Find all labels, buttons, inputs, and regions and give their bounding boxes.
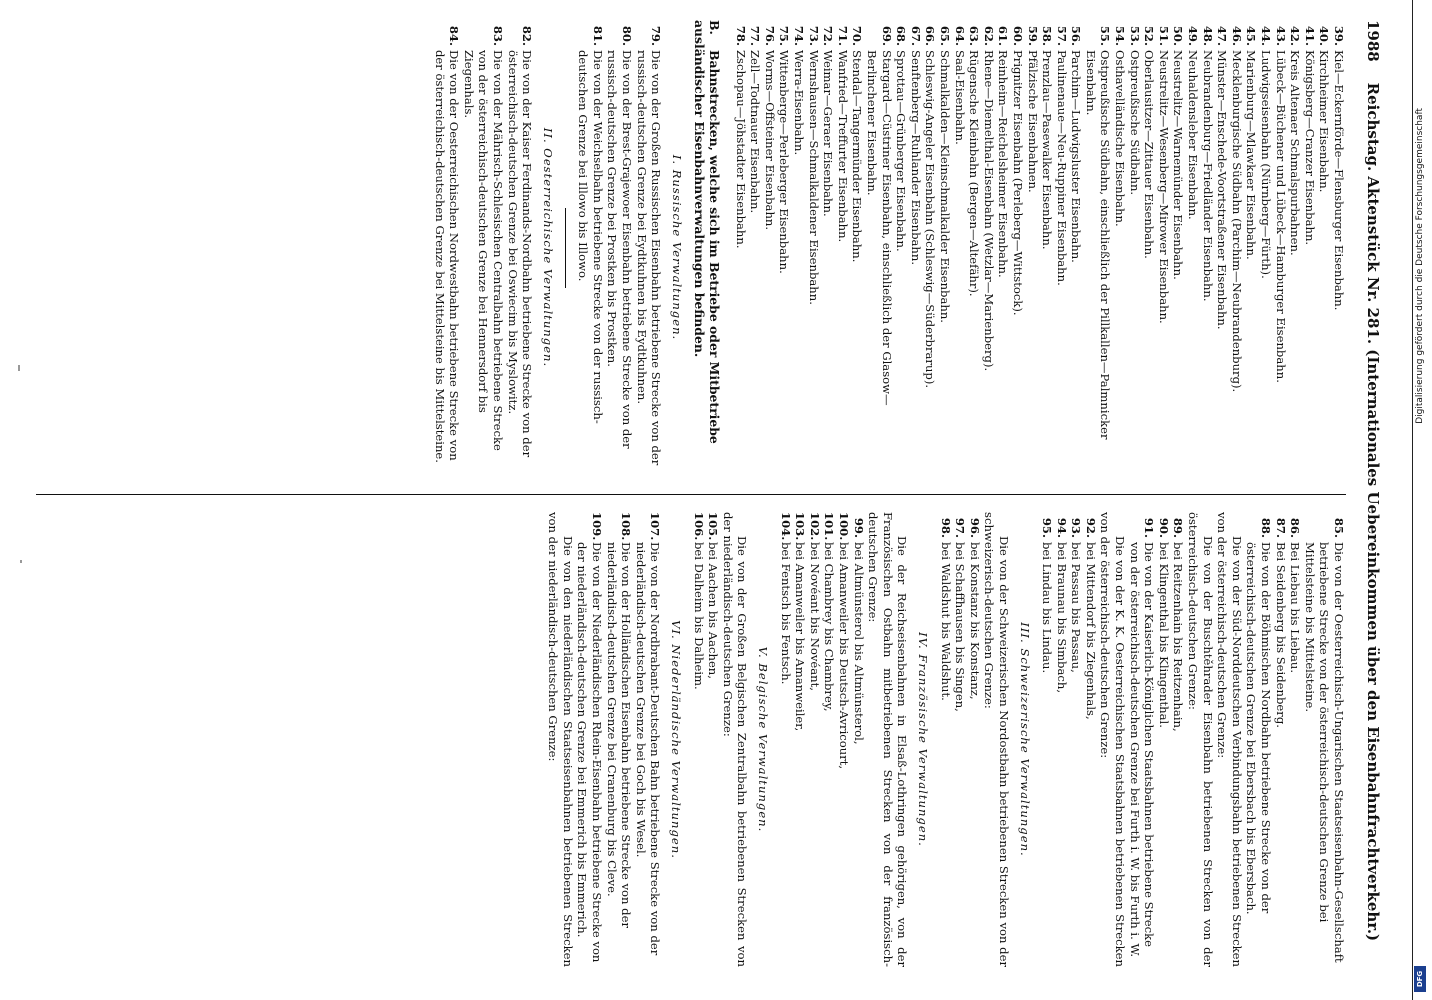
entry-text: Die von der Niederländischen Rhein-Eisenbahn betriebene Strecke von der niederländisch-deutschen Grenze bei Emmerich bis Emmerich. [575, 542, 605, 963]
entry-text: Ostpreußische Südbahn. [1127, 50, 1142, 196]
entry-text: Bei Liebau bis Liebau. [1288, 542, 1303, 674]
list-entry [1171, 20, 1186, 475]
entry-number: 62. [981, 25, 996, 46]
list-entry [1040, 20, 1055, 475]
section-heading: I. Russische Verwaltungen. [669, 154, 684, 341]
list-entry [821, 20, 836, 475]
entry-text: Worms—Offsteiner Eisenbahn. [762, 50, 777, 231]
entry-number: 41. [1302, 25, 1317, 46]
entry-text: Stendal—Tangermünder Eisenbahn. [850, 50, 865, 263]
digitization-side-note [1412, 0, 1431, 1000]
entry-number: 51. [1156, 25, 1171, 46]
entry-text: Pfälzische Eisenbahnen. [1025, 50, 1040, 193]
entry-text: Ostpreußische Südbahn, einschließlich der Pillkallen—Palmnicker Eisenbahn. [1083, 50, 1113, 440]
entry-text: bei Dalheim bis Dalheim. [691, 542, 706, 690]
entry-text: bei Chambrey bis Chambrey, [822, 542, 837, 712]
entry-text: Weimar—Geraer Eisenbahn. [821, 50, 836, 217]
entry-text: Königsberg—Cranzer Eisenbahn. [1302, 50, 1317, 246]
list-entry [836, 512, 851, 967]
entry-number: 66. [923, 25, 938, 46]
part-b-text: Bahnstrecken, welche sich im Betriebe oder Mitbetriebe ausländischer Eisenbahnverwaltungen befinden. [692, 20, 723, 444]
entry-text: Neubrandenburg—Friedländer Eisenbahn. [1200, 50, 1215, 302]
entry-number: 101. [822, 512, 837, 541]
entry-text: bei Passau bis Passau, [1069, 542, 1084, 673]
section-intro: Die von den niederländischen Staatseisenbahnen betriebenen Strecken von der niederländisch-deutschen Grenze: [546, 512, 575, 967]
list-entry [505, 20, 534, 475]
entry-number: 88. [1259, 517, 1274, 538]
entry-number: 79. [649, 25, 664, 46]
entry-text: bei Amanweiler bis Amanweiler, [793, 542, 808, 732]
entry-number: 85. [1332, 517, 1346, 538]
entry-number: 76. [762, 25, 777, 46]
entry-number: 90. [1156, 517, 1171, 538]
entry-text: Neuhaldensleber Eisenbahn. [1186, 50, 1201, 220]
section-intro: Die von der Schweizerischen Nordostbahn betriebenen Strecken von der schweizerisch-deutschen Grenze: [982, 512, 1011, 967]
entry-number: 102. [807, 512, 822, 541]
list-entry [1113, 20, 1128, 475]
list-entry [1302, 512, 1346, 967]
entry-number: 91. [1142, 517, 1157, 538]
list-entry [432, 20, 461, 475]
entry-number: 43. [1273, 25, 1288, 46]
entry-text: Mecklenburgische Südbahn (Parchim—Neubrandenburg). [1229, 50, 1244, 393]
entry-number: 109. [590, 512, 605, 541]
list-entry [791, 20, 806, 475]
entry-number: 45. [1244, 25, 1259, 46]
list-entry [1288, 20, 1303, 475]
entry-number: 94. [1054, 517, 1069, 538]
list-entry [807, 512, 822, 967]
entry-text: Saal-Eisenbahn. [952, 50, 967, 145]
list-entry [967, 512, 982, 967]
entry-number: 46. [1229, 25, 1244, 46]
part-b-heading [692, 20, 721, 475]
list-entry [1127, 20, 1142, 475]
list-entry [1069, 512, 1084, 967]
entry-number: 64. [952, 25, 967, 46]
entry-number: 107. [648, 512, 663, 541]
list-entry [1069, 20, 1084, 475]
entry-text: Sprottau—Grünberger Eisenbahn. [894, 50, 909, 252]
entry-text: Paulinenaue—Neu-Ruppiner Eisenbahn. [1054, 50, 1069, 286]
entry-text: bei Amanweiler bis Deutsch-Avricourt, [837, 542, 851, 770]
entry-text: Osthavelländische Eisenbahn. [1113, 50, 1128, 227]
entry-number: 78. [733, 25, 748, 46]
entry-text: bei Reitzenhain bis Reitzenhain, [1171, 542, 1186, 732]
entry-number: 96. [967, 517, 982, 538]
funding-notice: Digitalisierung gefördert durch die Deutsche Forschungsgemeinschaft [1415, 108, 1425, 424]
list-entry [633, 512, 662, 967]
section-heading: III. Schweizerische Verwaltungen. [1017, 622, 1032, 857]
entry-text: Reinheim—Reichelsheimer Eisenbahn. [996, 50, 1011, 278]
entry-text: Die von der Kaiser Ferdinands-Nordbahn betriebene Strecke von der österreichisch-deutschen Grenze bei Oswiecim bis Myslowitz. [505, 50, 535, 458]
list-entry [864, 20, 893, 475]
entry-text: bei Aachen bis Aachen, [706, 542, 721, 679]
list-entry [806, 20, 821, 475]
entry-text: Marienburg—Mlawkaer Eisenbahn. [1244, 50, 1259, 260]
entry-text: bei Lindau bis Lindau. [1040, 542, 1055, 674]
entry-number: 71. [835, 25, 850, 46]
list-entry [733, 20, 748, 475]
entry-number: 47. [1215, 25, 1230, 46]
entry-number: 100. [837, 512, 851, 541]
list-entry [1244, 512, 1273, 967]
entry-text: Wanfried—Treffurter Eisenbahn. [835, 50, 850, 243]
entry-number: 108. [619, 512, 634, 541]
scan-speck [20, 560, 22, 563]
page-header [1352, 20, 1382, 980]
list-entry [850, 20, 865, 475]
list-entry [575, 512, 604, 967]
part-b-letter: B. [707, 20, 723, 35]
entry-text: Die von der Großen Russischen Eisenbahn betriebene Strecke von der russisch-deutschen Grenze bei Eydtkuhnen bis Eydtkuhnen. [634, 50, 664, 466]
section-intro: Die von der Süd-Norddeutschen Verbindungsbahn betriebenen Strecken von der österreichisch-deutschen Grenze: [1215, 512, 1244, 967]
list-entry [835, 20, 850, 475]
entry-number: 63. [967, 25, 982, 46]
list-entry [576, 20, 605, 475]
entry-text: Wernshausen—Schmalkaldener Eisenbahn. [806, 50, 821, 305]
entry-text: bei Novéant bis Novéant, [807, 542, 822, 691]
list-entry [1229, 20, 1244, 475]
entry-text: Die von der Böhmischen Nordbahn betriebene Strecke von der österreichisch-deutschen Grenze bei Ebersbach bis Ebersbach. [1244, 542, 1274, 915]
entry-number: 77. [748, 25, 763, 46]
entry-number: 58. [1040, 25, 1055, 46]
entry-number: 83. [490, 25, 505, 46]
entry-number: 82. [520, 25, 535, 46]
section-intro: Die der Reichseisenbahnen in Elsaß-Lothringen gehörigen, von der Französischen Ostbahn mitbetriebenen Strecken von der französisch-deutschen Grenze: [866, 512, 910, 967]
entry-number: 75. [777, 25, 792, 46]
list-entry [461, 20, 505, 475]
list-entry [981, 20, 996, 475]
section-intro: Die von der Großen Belgischen Zentralbahn betriebenen Strecken von der niederländisch-deutschen Grenze: [720, 512, 750, 967]
section-heading: II. Oesterreichische Verwaltungen. [540, 127, 555, 368]
list-entry [894, 20, 909, 475]
entry-number: 57. [1054, 25, 1069, 46]
entry-text: Neustrelitz—Wesenberg—Mirower Eisenbahn. [1156, 50, 1171, 324]
list-entry [937, 20, 952, 475]
entry-number: 95. [1040, 517, 1055, 538]
list-entry [1127, 512, 1156, 967]
list-entry [1331, 20, 1346, 475]
entry-number: 61. [996, 25, 1011, 46]
list-entry [777, 20, 792, 475]
entry-text: Rhene—Diemelthal-Eisenbahn (Wetzlar—Marienberg). [981, 50, 996, 372]
entry-text: Lübeck—Büchener und Lübeck—Hamburger Eisenbahn. [1273, 50, 1288, 383]
list-entry [634, 20, 663, 475]
entry-text: Kirchheimer Eisenbahn. [1317, 50, 1332, 193]
entry-text: Ludwigseisenbahn (Nürnberg—Fürth). [1259, 50, 1274, 279]
list-entry [1288, 512, 1303, 967]
entry-number: 74. [792, 25, 807, 46]
list-entry [778, 512, 793, 967]
section-intro: Die von der Buschtěhrader Eisenbahn betriebenen Strecken von der österreichisch-deutschen Grenze: [1186, 512, 1215, 967]
entry-text: Neustrelitz—Warnemünder Eisenbahn. [1171, 50, 1186, 280]
section-intro: Die von der K. K. Oesterreichischen Staatsbahnen betriebenen Strecken von der österreichisch-deutschen Grenze: [1098, 512, 1128, 967]
list-entry [1025, 20, 1040, 475]
entry-text: Wittenberge—Perleberger Eisenbahn. [777, 50, 792, 274]
page-title: Reichstag. Aktenstück Nr. 281. (Internationales Uebereinkommen über den Eisenbahnfrachtverkehr.) [1364, 82, 1382, 942]
entry-number: 52. [1142, 25, 1157, 46]
entry-number: 40. [1317, 25, 1332, 46]
list-entry [923, 20, 938, 475]
list-entry [793, 512, 808, 967]
entry-number: 53. [1127, 25, 1142, 46]
list-entry [1200, 20, 1215, 475]
entry-number: 54. [1113, 25, 1128, 46]
entry-text: Zschopau—Jöhstadter Eisenbahn. [733, 50, 748, 249]
list-entry [952, 20, 967, 475]
entry-text: Die von der Holländischen Eisenbahn betriebene Strecke von der niederländisch-deutschen Grenze bei Cranenburg bis Cleve. [604, 542, 634, 929]
list-entry [1215, 20, 1230, 475]
entry-text: bei Schaffhausen bis Singen, [953, 542, 968, 712]
entry-text: Bei Seidenberg bis Seidenberg. [1273, 542, 1288, 728]
list-entry [762, 20, 777, 475]
entry-number: 86. [1288, 517, 1303, 538]
entry-number: 65. [937, 25, 952, 46]
entry-number: 89. [1171, 517, 1186, 538]
entry-text: Die von der Weichselbahn betriebene Strecke von der russisch-deutschen Grenze bei Illowo bis Illowo. [576, 50, 605, 424]
entry-number: 70. [850, 25, 865, 46]
list-entry [938, 512, 953, 967]
rotated-document-page [0, 20, 1390, 1000]
list-entry [1273, 512, 1288, 967]
entry-number: 106. [691, 512, 706, 541]
entry-number: 104. [778, 512, 793, 541]
list-entry [1142, 20, 1157, 475]
entry-number: 92. [1083, 517, 1098, 538]
entry-number: 56. [1069, 25, 1084, 46]
entry-text: Parchim—Ludwigsluster Eisenbahn. [1069, 50, 1084, 263]
entry-number: 50. [1171, 25, 1186, 46]
entry-number: 67. [908, 25, 923, 46]
entry-number: 97. [953, 517, 968, 538]
entry-number: 48. [1200, 25, 1215, 46]
entry-text: bei Fentsch bis Fentsch. [778, 542, 793, 685]
entry-text: bei Waldshut bis Waldshut. [938, 542, 953, 701]
entry-text: Die von der Nordbrabant-Deutschen Bahn betriebene Strecke von der niederländisch-deutschen Grenze bei Goch bis Wesel. [633, 542, 663, 956]
entry-text: Kreis Altenaer Schmalspurbahnen. [1288, 50, 1303, 256]
entry-text: Kiel—Eckernförde—Flensburger Eisenbahn. [1332, 50, 1346, 311]
column-divider [36, 494, 1346, 495]
entry-text: bei Mittendorf bis Ziegenhals, [1083, 542, 1098, 720]
list-entry [908, 20, 923, 475]
entry-number: 39. [1332, 25, 1346, 46]
entry-text: Die von der Mährisch-Schlesischen Centralbahn betriebene Strecke von der österreichisch-deutschen Grenze bei Hennersdorf bis Ziegenhals. [461, 50, 505, 451]
entry-number: 73. [806, 25, 821, 46]
scan-speck [18, 365, 20, 371]
entry-text: Münster—Enschede-Voortstraßener Eisenbahn. [1215, 50, 1230, 330]
entry-number: 93. [1069, 517, 1084, 538]
list-entry [748, 20, 763, 475]
section-rule [565, 208, 566, 288]
dfg-logo-text: DFG [1416, 970, 1424, 988]
section-heading: VI. Niederländische Verwaltungen. [669, 620, 684, 859]
entry-text: Oberlausitzer—Zittauer Eisenbahn. [1142, 50, 1157, 259]
list-entry [996, 20, 1011, 475]
list-entry [1244, 20, 1259, 475]
list-entry [851, 512, 866, 967]
list-entry [691, 512, 706, 967]
list-entry [1258, 20, 1273, 475]
section-heading: IV. Französische Verwaltungen. [915, 632, 930, 847]
list-entry [967, 20, 982, 475]
list-entry [1156, 20, 1171, 475]
entry-text: bei Braunau bis Simbach, [1054, 542, 1069, 694]
entry-text: Schmalkalden—Kleinschmalkalder Eisenbahn. [937, 50, 952, 323]
left-column [26, 20, 1346, 475]
entry-text: Die von der Kaiserlich-Königlichen Staatsbahnen betriebene Strecke von der österreichisch-deutschen Grenze bei Furth i. W. bis Furth i. W. [1127, 542, 1157, 958]
entry-number: 87. [1273, 517, 1288, 538]
list-entry [1185, 20, 1200, 475]
entry-number: 60. [1010, 25, 1025, 46]
entry-number: 68. [894, 25, 909, 46]
list-entry [1273, 20, 1288, 475]
list-entry [604, 512, 633, 967]
list-entry [1010, 20, 1025, 475]
list-entry [1054, 512, 1069, 967]
entry-number: 80. [620, 25, 635, 46]
list-entry [822, 512, 837, 967]
entry-text: Werra-Eisenbahn. [792, 50, 807, 156]
list-entry [1171, 512, 1186, 967]
entry-number: 55. [1098, 25, 1113, 46]
entry-text: Rügensche Kleinbahn (Bergen—Altefähr). [967, 50, 982, 297]
entry-text: Zell—Todtnauer Eisenbahn. [748, 50, 763, 214]
right-column [26, 512, 1346, 967]
entry-number: 84. [447, 25, 462, 46]
entry-number: 42. [1288, 25, 1303, 46]
list-entry [605, 20, 634, 475]
entry-text: Prignitzer Eisenbahn (Perleberg—Wittstock). [1010, 50, 1025, 316]
entry-text: Die von der Brest-Grajewoer Eisenbahn betriebene Strecke von der russisch-deutschen Grenze bei Prostken bis Prostken. [605, 50, 635, 449]
entry-text: Prenzlau—Pasewalker Eisenbahn. [1040, 50, 1055, 250]
list-entry [1083, 20, 1112, 475]
entry-text: Stargard—Cüstriner Eisenbahn, einschließlich der Glasow—Berlinchener Eisenbahn. [865, 50, 894, 406]
list-entry [953, 512, 968, 967]
list-entry [1302, 20, 1317, 475]
entry-text: Die von der Oesterreichischen Nordwestbahn betriebene Strecke von der österreichisch-deutschen Grenze bei Mittelsteine bis Mittelsteine. [432, 50, 462, 463]
entry-number: 103. [793, 512, 808, 541]
entry-number: 105. [706, 512, 721, 541]
entry-number: 69. [879, 25, 894, 46]
entry-text: Senftenberg—Ruhlander Eisenbahn. [908, 50, 923, 266]
entry-number: 72. [821, 25, 836, 46]
entry-number: 44. [1259, 25, 1274, 46]
list-entry [706, 512, 721, 967]
section-heading: V. Belgische Verwaltungen. [756, 646, 771, 833]
entry-number: 99. [851, 517, 866, 538]
list-entry [1083, 512, 1098, 967]
entry-text: bei Altmünsterol bis Altmünsterol, [851, 542, 866, 745]
page-number: 1988 [1364, 20, 1382, 62]
list-entry [1317, 20, 1332, 475]
list-entry [1156, 512, 1171, 967]
entry-number: 81. [590, 25, 605, 46]
list-entry [1054, 20, 1069, 475]
entry-number: 59. [1025, 25, 1040, 46]
list-entry [1040, 512, 1055, 967]
entry-text: Die von der Oesterreichisch-Ungarischen Staatseisenbahn-Gesellschaft betriebene Strecke von der österreichisch-deutschen Grenze bei Mittelsteine bis Mittelsteine. [1302, 542, 1346, 963]
entry-text: bei Klingenthal bis Klingenthal. [1156, 542, 1171, 728]
dfg-logo [1414, 966, 1426, 992]
entry-number: 49. [1186, 25, 1201, 46]
entry-text: Schleswig-Angeler Eisenbahn (Schleswig—Süderbrarup). [923, 50, 938, 389]
entry-number: 98. [938, 517, 953, 538]
entry-text: bei Konstanz bis Konstanz, [967, 542, 982, 700]
